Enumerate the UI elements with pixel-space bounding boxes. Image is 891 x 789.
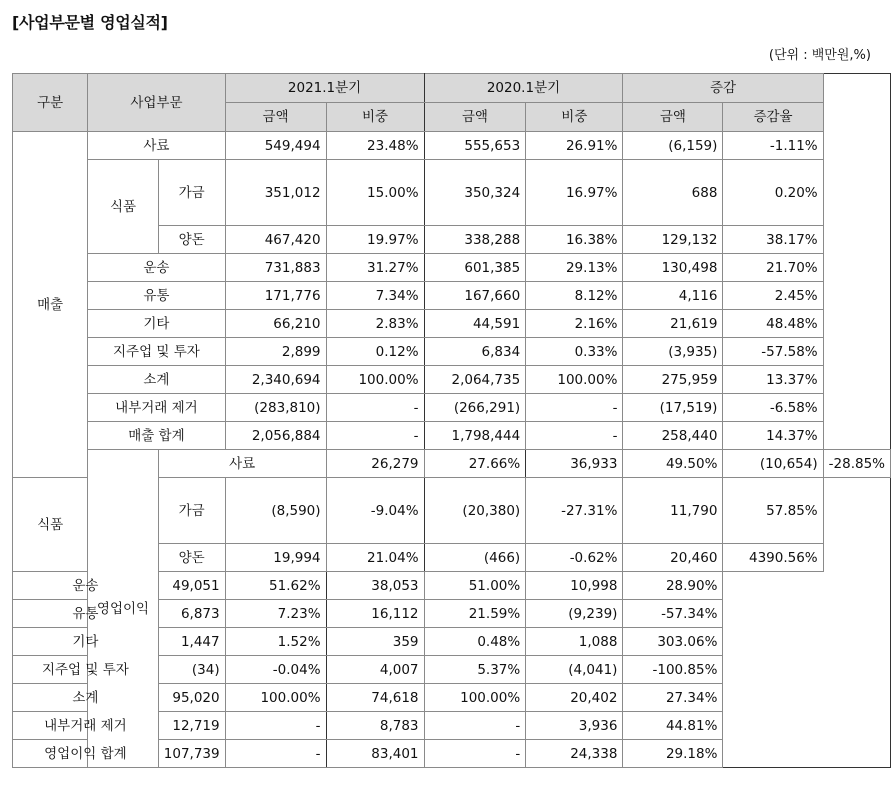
amount-2021: 95,020 <box>158 684 225 712</box>
header-amount: 금액 <box>424 103 526 132</box>
amount-2020: 350,324 <box>424 160 526 226</box>
amount-2020: (20,380) <box>424 478 526 544</box>
share-2021: -9.04% <box>326 478 424 544</box>
amount-2020: 1,798,444 <box>424 422 526 450</box>
change-amount: (17,519) <box>623 394 723 422</box>
segment-name: 양돈 <box>158 544 225 572</box>
segment-results-table <box>12 73 891 768</box>
share-2020: 16.38% <box>526 226 623 254</box>
change-rate: 21.70% <box>723 254 823 282</box>
share-2021: 23.48% <box>326 132 424 160</box>
header-amount: 금액 <box>225 103 326 132</box>
change-amount: (4,041) <box>526 656 623 684</box>
segment-name: 내부거래 제거 <box>88 394 225 422</box>
change-amount: (3,935) <box>623 338 723 366</box>
header-share: 비중 <box>326 103 424 132</box>
change-amount: 20,460 <box>623 544 723 572</box>
share-2021: 19.97% <box>326 226 424 254</box>
table-row <box>13 132 891 160</box>
amount-2020: 359 <box>326 628 424 656</box>
amount-2020: 555,653 <box>424 132 526 160</box>
share-2021: 31.27% <box>326 254 424 282</box>
share-2021: 2.83% <box>326 310 424 338</box>
share-2020: 29.13% <box>526 254 623 282</box>
amount-2021: 107,739 <box>158 740 225 768</box>
share-2020: 100.00% <box>526 366 623 394</box>
amount-2021: 731,883 <box>225 254 326 282</box>
amount-2021: 26,279 <box>326 450 424 478</box>
change-rate: 29.18% <box>623 740 723 768</box>
segment-name: 운송 <box>88 254 225 282</box>
change-rate: 27.34% <box>623 684 723 712</box>
change-amount: (6,159) <box>623 132 723 160</box>
segment-name: 운송 <box>13 572 159 600</box>
change-amount: 275,959 <box>623 366 723 394</box>
header-category: 구분 <box>13 74 88 132</box>
table-title: [사업부문별 영업실적] <box>12 13 168 32</box>
share-2021: 27.66% <box>424 450 526 478</box>
change-rate: 4390.56% <box>723 544 823 572</box>
amount-2021: 12,719 <box>158 712 225 740</box>
share-2021: 0.12% <box>326 338 424 366</box>
table-row <box>13 282 891 310</box>
segment-name: 매출 합계 <box>88 422 225 450</box>
share-2020: 2.16% <box>526 310 623 338</box>
group-label-food: 식품 <box>13 478 88 572</box>
change-rate: 57.85% <box>723 478 823 544</box>
share-2021: 1.52% <box>225 628 326 656</box>
amount-2020: 2,064,735 <box>424 366 526 394</box>
change-rate: 13.37% <box>723 366 823 394</box>
share-2021: - <box>326 422 424 450</box>
share-2020: - <box>526 394 623 422</box>
change-rate: 2.45% <box>723 282 823 310</box>
amount-2021: 351,012 <box>225 160 326 226</box>
group-label-operating-profit: 영업이익 <box>88 450 159 768</box>
amount-2021: 1,447 <box>158 628 225 656</box>
segment-name: 유통 <box>13 600 159 628</box>
amount-2020: 167,660 <box>424 282 526 310</box>
header-period-2020q1: 2020.1분기 <box>424 74 623 103</box>
amount-2020: 83,401 <box>326 740 424 768</box>
share-2021: 7.34% <box>326 282 424 310</box>
amount-2021: 49,051 <box>158 572 225 600</box>
amount-2020: 36,933 <box>526 450 623 478</box>
share-2021: 7.23% <box>225 600 326 628</box>
change-rate: 48.48% <box>723 310 823 338</box>
change-rate: -57.58% <box>723 338 823 366</box>
table-row <box>13 450 891 478</box>
amount-2020: 338,288 <box>424 226 526 254</box>
share-2020: - <box>424 740 526 768</box>
change-amount: 130,498 <box>623 254 723 282</box>
amount-2020: 601,385 <box>424 254 526 282</box>
segment-name: 내부거래 제거 <box>13 712 159 740</box>
change-amount: 3,936 <box>526 712 623 740</box>
segment-name: 지주업 및 투자 <box>88 338 225 366</box>
change-rate: -100.85% <box>623 656 723 684</box>
change-amount: 4,116 <box>623 282 723 310</box>
amount-2021: 19,994 <box>225 544 326 572</box>
share-2020: 21.59% <box>424 600 526 628</box>
share-2021: - <box>225 712 326 740</box>
unit-note: (단위 : 백만원,%) <box>768 48 871 63</box>
header-row-1 <box>13 74 891 103</box>
share-2020: 8.12% <box>526 282 623 310</box>
table-row <box>13 422 891 450</box>
table-row <box>13 310 891 338</box>
share-2020: 100.00% <box>424 684 526 712</box>
change-rate: -6.58% <box>723 394 823 422</box>
header-change: 증감 <box>623 74 823 103</box>
segment-name: 소계 <box>88 366 225 394</box>
amount-2021: 171,776 <box>225 282 326 310</box>
share-2021: - <box>326 394 424 422</box>
change-amount: 10,998 <box>526 572 623 600</box>
amount-2021: 2,340,694 <box>225 366 326 394</box>
table-row <box>13 254 891 282</box>
segment-name: 가금 <box>158 160 225 226</box>
table-row <box>13 628 891 656</box>
amount-2021: 467,420 <box>225 226 326 254</box>
share-2020: - <box>424 712 526 740</box>
segment-name: 소계 <box>13 684 159 712</box>
share-2021: 15.00% <box>326 160 424 226</box>
change-rate: 14.37% <box>723 422 823 450</box>
amount-2020: 8,783 <box>326 712 424 740</box>
table-row <box>13 740 891 768</box>
table-row <box>13 712 891 740</box>
change-rate: 28.90% <box>623 572 723 600</box>
share-2020: 16.97% <box>526 160 623 226</box>
share-2021: 100.00% <box>326 366 424 394</box>
segment-name: 기타 <box>88 310 225 338</box>
amount-2020: (466) <box>424 544 526 572</box>
amount-2021: (8,590) <box>225 478 326 544</box>
change-rate: 0.20% <box>723 160 823 226</box>
segment-name: 가금 <box>158 478 225 544</box>
amount-2021: 6,873 <box>158 600 225 628</box>
table-row <box>13 366 891 394</box>
share-2021: 51.62% <box>225 572 326 600</box>
change-rate: -1.11% <box>723 132 823 160</box>
change-amount: (10,654) <box>723 450 823 478</box>
amount-2020: 6,834 <box>424 338 526 366</box>
change-rate: 38.17% <box>723 226 823 254</box>
share-2020: - <box>526 422 623 450</box>
share-2021: -0.04% <box>225 656 326 684</box>
change-amount: 24,338 <box>526 740 623 768</box>
change-rate: 303.06% <box>623 628 723 656</box>
share-2021: 21.04% <box>326 544 424 572</box>
table-row <box>13 338 891 366</box>
amount-2020: 38,053 <box>326 572 424 600</box>
amount-2021: (34) <box>158 656 225 684</box>
share-2020: 51.00% <box>424 572 526 600</box>
segment-name: 사료 <box>88 132 225 160</box>
share-2020: 5.37% <box>424 656 526 684</box>
amount-2021: 549,494 <box>225 132 326 160</box>
change-amount: 11,790 <box>623 478 723 544</box>
amount-2021: 66,210 <box>225 310 326 338</box>
share-2020: 26.91% <box>526 132 623 160</box>
table-row <box>13 160 891 226</box>
share-2020: 49.50% <box>623 450 723 478</box>
amount-2020: 4,007 <box>326 656 424 684</box>
share-2021: - <box>225 740 326 768</box>
change-amount: 20,402 <box>526 684 623 712</box>
amount-2021: 2,899 <box>225 338 326 366</box>
header-rate: 증감율 <box>723 103 823 132</box>
header-period-2021q1: 2021.1분기 <box>225 74 424 103</box>
header-share: 비중 <box>526 103 623 132</box>
share-2020: -0.62% <box>526 544 623 572</box>
header-amount: 금액 <box>623 103 723 132</box>
segment-name: 기타 <box>13 628 159 656</box>
change-rate: -57.34% <box>623 600 723 628</box>
group-label-sales: 매출 <box>13 132 88 478</box>
table-row <box>13 572 891 600</box>
share-2020: 0.33% <box>526 338 623 366</box>
amount-2021: (283,810) <box>225 394 326 422</box>
segment-name: 영업이익 합계 <box>13 740 159 768</box>
table-row <box>13 684 891 712</box>
table-row <box>13 394 891 422</box>
segment-name: 유통 <box>88 282 225 310</box>
table-row <box>13 656 891 684</box>
segment-name: 사료 <box>158 450 326 478</box>
share-2020: 0.48% <box>424 628 526 656</box>
change-amount: (9,239) <box>526 600 623 628</box>
amount-2020: 44,591 <box>424 310 526 338</box>
header-segment: 사업부문 <box>88 74 225 132</box>
change-amount: 21,619 <box>623 310 723 338</box>
segment-name: 양돈 <box>158 226 225 254</box>
share-2021: 100.00% <box>225 684 326 712</box>
change-amount: 688 <box>623 160 723 226</box>
change-amount: 129,132 <box>623 226 723 254</box>
change-rate: 44.81% <box>623 712 723 740</box>
change-rate: -28.85% <box>823 450 890 478</box>
change-amount: 258,440 <box>623 422 723 450</box>
group-label-food: 식품 <box>88 160 159 254</box>
segment-name: 지주업 및 투자 <box>13 656 159 684</box>
amount-2020: (266,291) <box>424 394 526 422</box>
amount-2020: 16,112 <box>326 600 424 628</box>
change-amount: 1,088 <box>526 628 623 656</box>
amount-2020: 74,618 <box>326 684 424 712</box>
share-2020: -27.31% <box>526 478 623 544</box>
amount-2021: 2,056,884 <box>225 422 326 450</box>
